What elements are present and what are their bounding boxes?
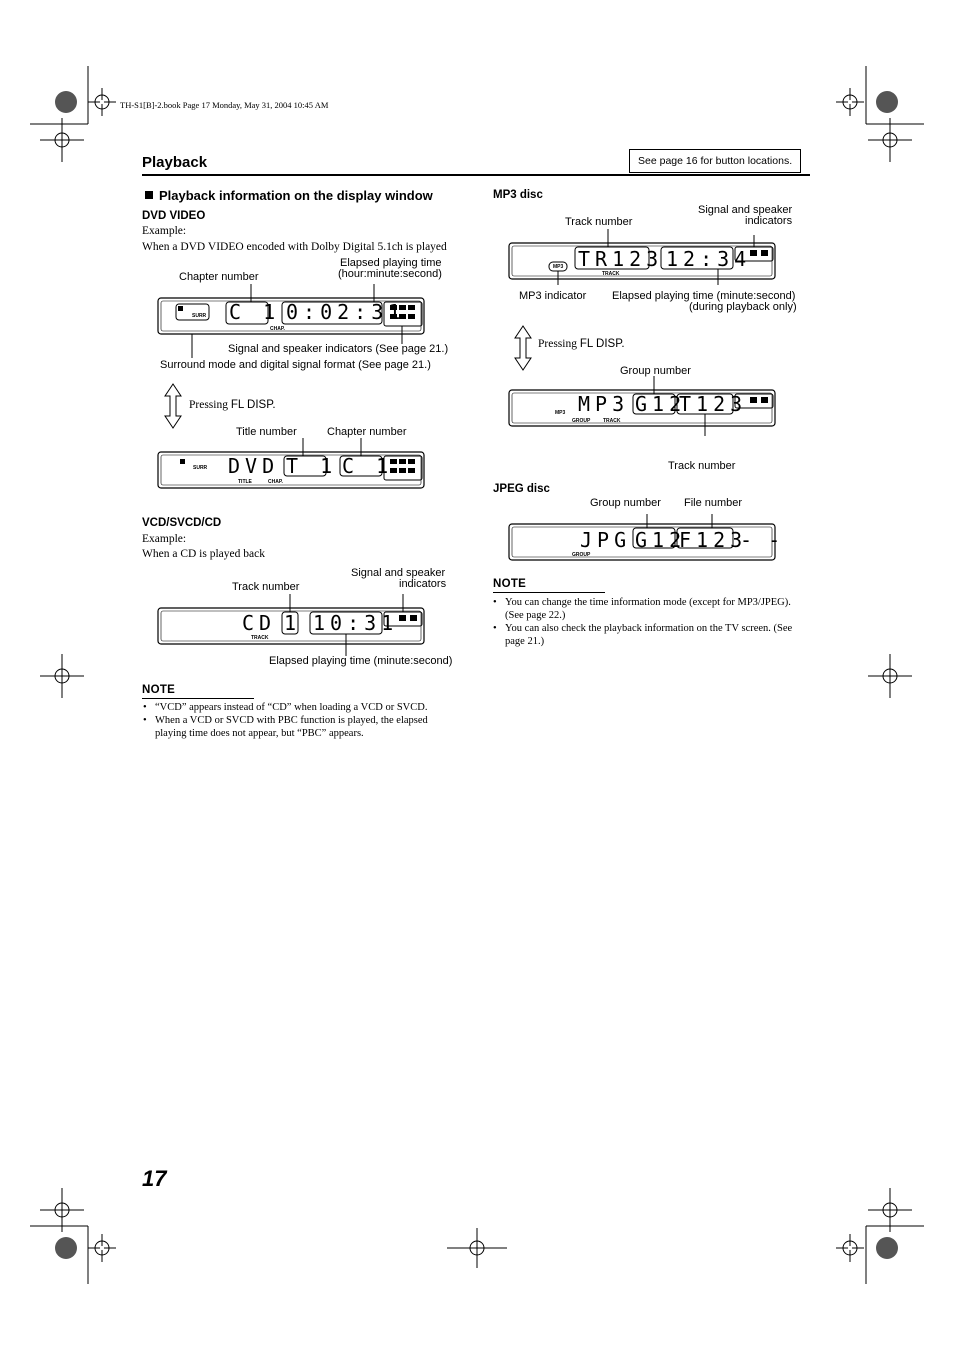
note-right-item-1 xyxy=(493,596,813,622)
mp3-label-indicator: MP3 indicator xyxy=(519,290,587,302)
ind-surr-2: SURR xyxy=(193,465,208,471)
label-chapter-number-2: Chapter number xyxy=(327,426,407,438)
label-chapter-number: Chapter number xyxy=(179,271,259,283)
note-right-item-1-line-1: You can change the time information mode (except for MP3/JPEG). xyxy=(505,597,791,608)
square-bullet-icon xyxy=(145,191,153,199)
dvd-title-readout: T 1 xyxy=(286,454,338,478)
double-arrow-icon xyxy=(513,325,533,371)
header-rule xyxy=(142,174,810,176)
pressing-fl-disp xyxy=(189,398,276,412)
dvd-chapter-readout-2: C 1 xyxy=(342,454,394,478)
vcd-label-signal-2: indicators xyxy=(399,578,447,590)
print-slug: TH-S1[B]-2.book Page 17 Monday, May 31, 2004 10:45 AM xyxy=(120,100,329,110)
page-header-title: Playback xyxy=(142,154,208,171)
jpeg-ind-group: GROUP xyxy=(572,552,591,558)
mp3-label-signal-2: indicators xyxy=(745,215,793,227)
note-left-rule xyxy=(142,698,254,699)
note-right-item-2-line-2: page 21.) xyxy=(505,636,545,647)
ind-chap-2: CHAP. xyxy=(268,479,283,485)
mp3-ind-mp3: MP3 xyxy=(553,264,564,270)
bullet-dot: • xyxy=(143,715,147,726)
button-location-reference: See page 16 for button locations. xyxy=(629,149,801,173)
mp3-ind-track-2: TRACK xyxy=(603,418,621,424)
note-left-title: NOTE xyxy=(142,684,176,696)
bullet-dot: • xyxy=(143,702,147,713)
fl-disp-word: FL DISP. xyxy=(230,399,276,411)
vcd-description: When a CD is played back xyxy=(142,548,265,560)
vcd-example: Example: xyxy=(142,533,187,545)
ind-surr: SURR xyxy=(192,313,207,319)
mp3-label-signal-1: Signal and speaker xyxy=(698,204,793,216)
bullet-dot: • xyxy=(493,597,497,608)
vcd-track-readout: 1 xyxy=(284,611,302,635)
dvd-heading: DVD VIDEO xyxy=(142,210,206,222)
note-left-item-1-text: “VCD” appears instead of “CD” when loading a VCD or SVCD. xyxy=(155,702,428,713)
jpeg-label-group: Group number xyxy=(590,497,661,509)
label-surround-mode: Surround mode and digital signal format (See page 21.) xyxy=(160,359,431,371)
note-left-item-1 xyxy=(143,701,463,714)
vcd-ind-track: TRACK xyxy=(251,635,269,641)
note-left-item-2 xyxy=(143,714,473,740)
mp3-heading: MP3 disc xyxy=(493,189,543,201)
note-left-item-2-line-1: When a VCD or SVCD with PBC function is played, the elapsed xyxy=(155,715,428,726)
note-right-item-1-line-2: (See page 22.) xyxy=(505,610,566,621)
mp3-label-track: Track number xyxy=(565,216,633,228)
dvd-time-readout: 0:02:31 xyxy=(286,300,406,324)
ind-chap: CHAP. xyxy=(270,326,285,332)
dvd-example: Example: xyxy=(142,225,187,237)
mp3-ind-group: GROUP xyxy=(572,418,591,424)
fl-disp-word: FL DISP. xyxy=(579,338,625,350)
mp3-ind-mp3-2: MP3 xyxy=(555,410,566,416)
mp3-ind-track: TRACK xyxy=(602,271,620,277)
mp3-pressing-fl-disp xyxy=(538,337,625,351)
vcd-label-elapsed: Elapsed playing time (minute:second) xyxy=(269,655,453,667)
mp3-group-readout: G12 xyxy=(635,392,687,416)
ind-title: TITLE xyxy=(238,479,252,485)
vcd-label-signal-1: Signal and speaker xyxy=(351,567,446,579)
note-left-item-2-line-2: playing time does not appear, but “PBC” appears. xyxy=(155,728,364,739)
page-number: 17 xyxy=(142,1166,167,1191)
section-title-text: Playback information on the display window xyxy=(159,188,433,203)
vcd-heading: VCD/SVCD/CD xyxy=(142,517,222,529)
jpeg-group-readout: G12 xyxy=(635,528,687,552)
mp3-label-readout: MP3 xyxy=(578,392,630,416)
bullet-dot: • xyxy=(493,623,497,634)
jpeg-heading: JPEG disc xyxy=(493,483,550,495)
pressing-word: Pressing xyxy=(538,338,577,350)
jpeg-file-readout: F123 xyxy=(679,528,748,552)
mp3-label-elapsed-2: (during playback only) xyxy=(689,301,797,313)
dvd-chapter-readout: C 1 xyxy=(229,300,281,324)
vcd-time-readout: 10:31 xyxy=(313,611,399,635)
mp3-track-readout: TR123 xyxy=(578,247,664,271)
note-right-title: NOTE xyxy=(493,578,527,590)
mp3-label-group: Group number xyxy=(620,365,691,377)
label-elapsed-line1: Elapsed playing time xyxy=(340,257,442,269)
double-arrow-icon xyxy=(163,383,183,429)
jpeg-label-readout: JPG xyxy=(580,528,632,552)
mp3-label-elapsed-1: Elapsed playing time (minute:second) xyxy=(612,290,796,302)
vcd-cd-readout: CD xyxy=(242,611,277,635)
note-right-item-2 xyxy=(493,622,813,648)
note-right-item-2-line-1: You can also check the playback information on the TV screen. (See xyxy=(505,623,793,634)
dvd-description: When a DVD VIDEO encoded with Dolby Digital 5.1ch is played xyxy=(142,241,447,253)
mp3-time-readout: 12:34 xyxy=(666,247,752,271)
jpeg-dash-readout: - - xyxy=(740,528,783,552)
vcd-label-track: Track number xyxy=(232,581,300,593)
label-title-number: Title number xyxy=(236,426,297,438)
note-right-rule xyxy=(493,592,605,593)
jpeg-label-file: File number xyxy=(684,497,743,509)
section-title xyxy=(145,188,433,203)
pressing-word: Pressing xyxy=(189,399,228,411)
mp3-label-track-2: Track number xyxy=(668,460,736,472)
label-elapsed-line2: (hour:minute:second) xyxy=(338,268,442,280)
dvd-label-readout: DVD xyxy=(228,454,280,478)
label-signal-indicators: Signal and speaker indicators (See page 21.) xyxy=(228,343,449,355)
mp3-track-readout-2: T123 xyxy=(679,392,748,416)
